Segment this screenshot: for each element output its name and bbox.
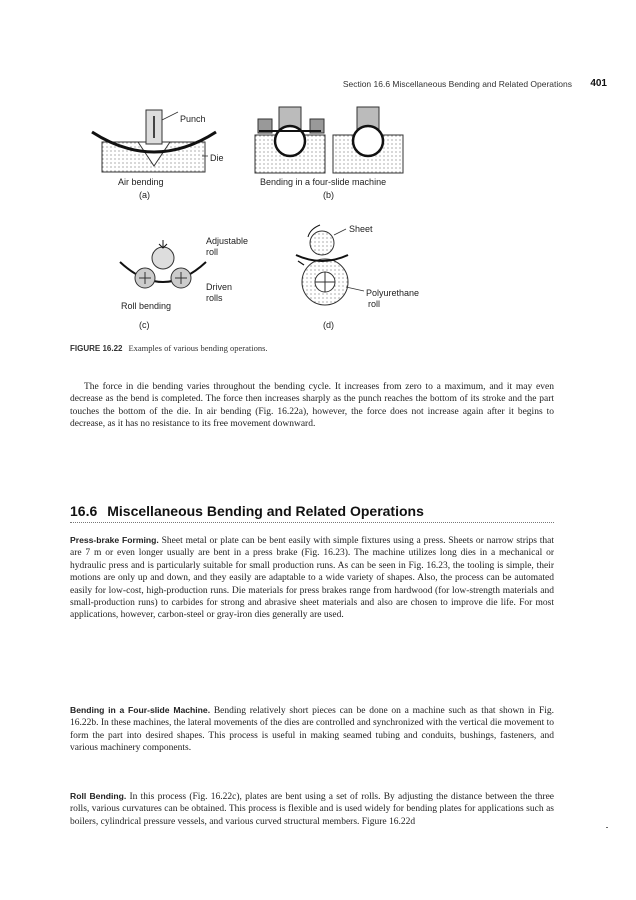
section-number: 16.6 [70,503,98,519]
heading-rule [70,522,554,523]
margin-mark [606,827,608,828]
text-four-slide: Bending relatively short pieces can be done on a machine such as that shown in Fig. 16.22b. In these machines, the lateral movements of the dies are controlled and synchronized with the vertical die movement to form the part into desired shapes. This process is useful in making seamed tubing and conduits, bushings, fasteners, and various machinery components. [70,706,554,754]
paragraph-four-slide [70,704,554,755]
caption-label: FIGURE 16.22 [70,344,123,353]
polyurethane-roll-diagram [290,225,370,315]
caption-text: Examples of various bending operations. [128,343,268,353]
lead-press-brake: Press-brake Forming. [70,535,159,545]
label-adjustable-roll [206,236,248,258]
page-number: 401 [590,78,607,89]
label-b: (b) [323,190,334,200]
section-heading [70,503,424,519]
lead-four-slide: Bending in a Four-slide Machine. [70,705,211,715]
label-polyurethane: Polyurethane [366,288,420,298]
paragraph-press-brake [70,534,554,622]
figure-caption [70,343,268,353]
label-roll-c: roll [206,247,219,257]
label-roll-d: roll [368,299,381,309]
paragraph-force: The force in die bending varies throughout the bending cycle. It increases from zero to a maximum, and it may even decrease as the bend is completed. The force then increases sharply as the punch reaches the bottom of its stroke and the part touches the bottom of the die. In air bending (Fig. 16.22a), however, the force does not increase again after it begins to decrease, as it has no resistance to its free movement downward. [70,382,554,430]
label-polyurethane-roll [366,288,419,310]
header-section: Section 16.6 Miscellaneous Bending and Related Operations [342,79,572,89]
label-a: (a) [139,190,150,200]
label-air-bending: Air bending [118,177,164,187]
lead-roll-bending: Roll Bending. [70,791,127,801]
paragraph-roll-bending [70,790,554,828]
label-die: Die [210,153,224,163]
section-title: Miscellaneous Bending and Related Operations [107,503,424,519]
label-rolls: rolls [206,293,223,303]
roll-bending-diagram [118,240,208,300]
text-press-brake: Sheet metal or plate can be bent easily with simple fixtures using a press. Sheets or narrow strips that are 7 m or even longer usually are bent in a press brake (Fig. 16.23). The machine utilizes long dies in a mechanical or hydraulic press and is particularly suitable for small production runs. As can be seen in Fig. 16.23, the tooling is simple, their motions are only up and down, and they easily are adaptable to a wide variety of shapes. Also, the process can be automated easily for low-cost, high-production runs. Die materials for press brakes range from hardwood (for low-strength materials and small-production runs) to carbides for strong and abrasive sheet materials and also are chosen to improve die life. For most applications, however, carbon-steel or gray-iron dies generally are used. [70,536,555,621]
label-sheet: Sheet [349,224,373,234]
label-c: (c) [139,320,150,330]
label-four-slide: Bending in a four-slide machine [260,177,387,187]
four-slide-diagram [255,103,405,173]
running-header [0,79,636,93]
text-roll-bending: In this process (Fig. 16.22c), plates are bent using a set of rolls. By adjusting the distance between the three rolls, various curvatures can be obtained. This process is flexible and is used widely for bending plates for applications such as boilers, cylindrical pressure vessels, and various curved structural members. Figure 16.22d [70,792,555,827]
label-driven: Driven [206,282,233,292]
label-d: (d) [323,320,334,330]
label-punch: Punch [180,114,206,124]
label-adjustable: Adjustable [206,236,249,246]
label-roll-bending: Roll bending [121,301,172,311]
label-driven-rolls [206,282,232,304]
